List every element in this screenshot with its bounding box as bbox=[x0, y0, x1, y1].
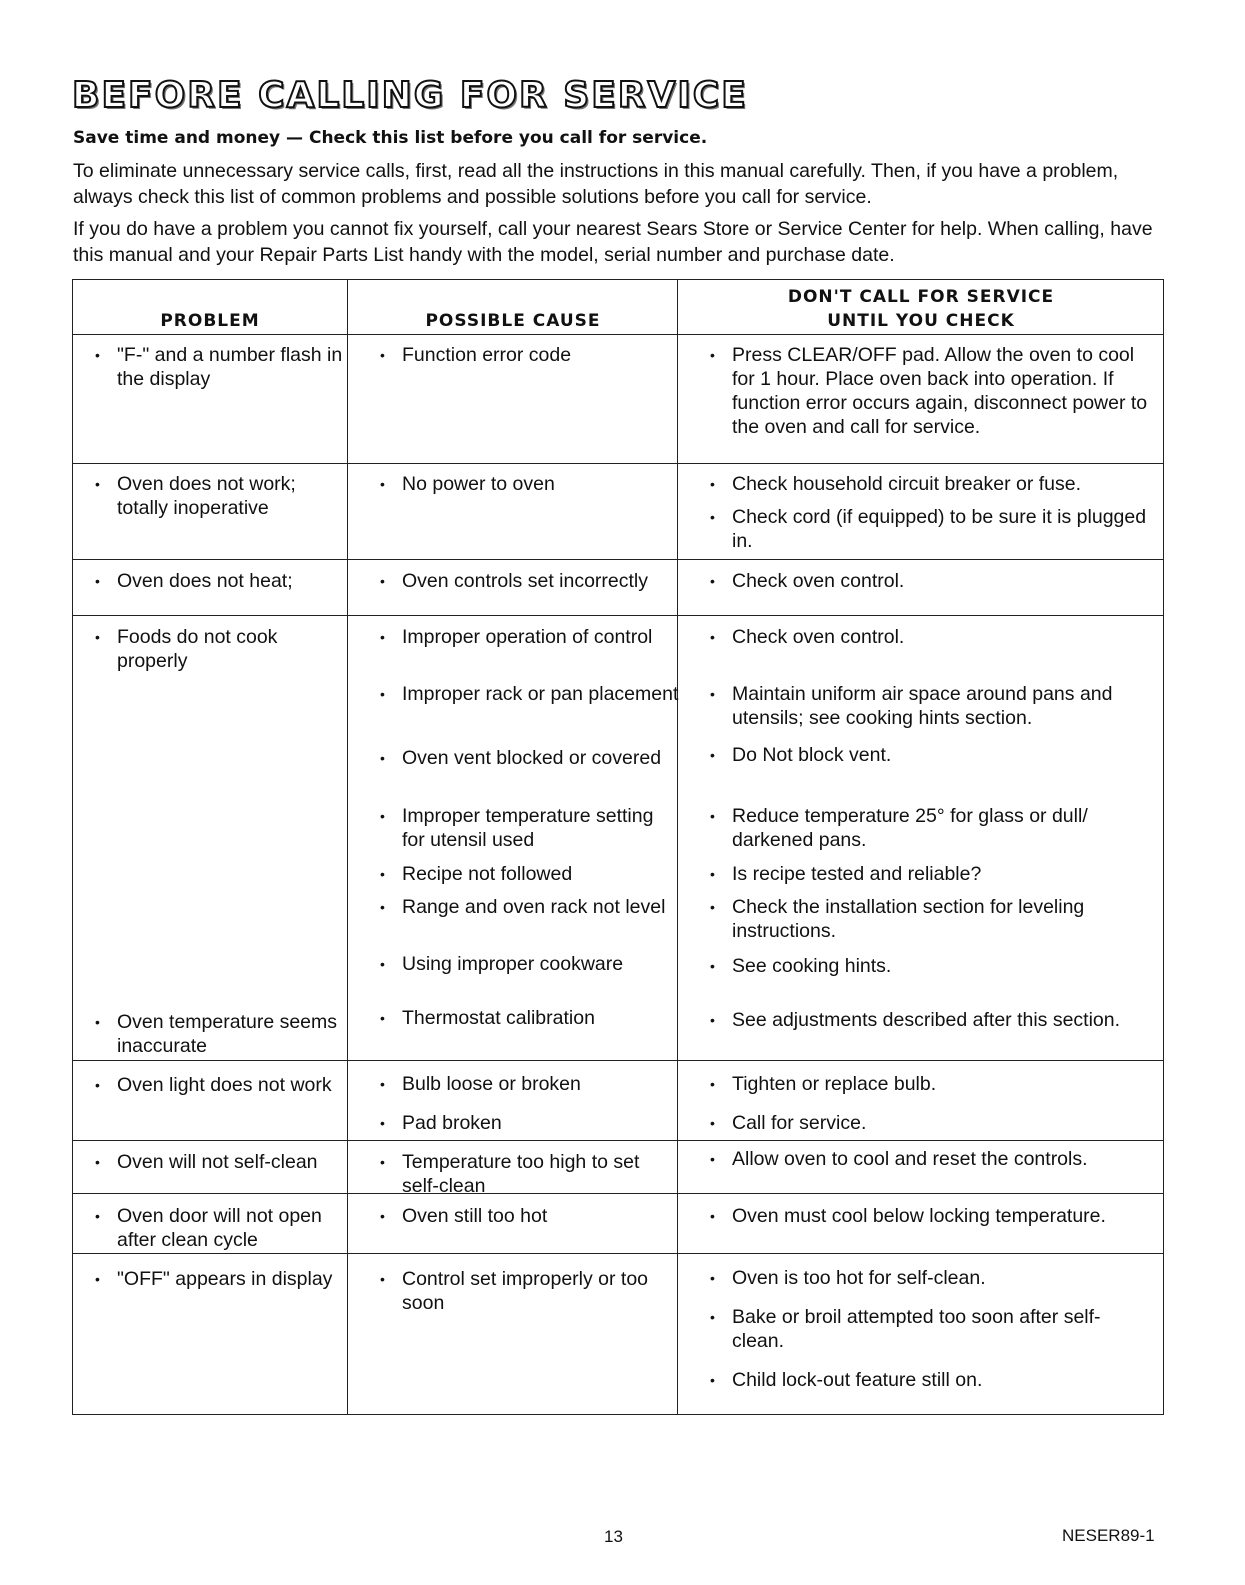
check-item: • Tighten or replace bulb. bbox=[710, 1072, 1150, 1096]
cause-item: • Improper operation of control bbox=[380, 625, 680, 649]
row-divider bbox=[73, 1060, 1163, 1061]
cause-item: • No power to oven bbox=[380, 472, 680, 496]
check-item: • Check household circuit breaker or fuse. bbox=[710, 472, 1150, 496]
check-item: • Child lock-out feature still on. bbox=[710, 1368, 1150, 1392]
cause-item: • Oven controls set incorrectly bbox=[380, 569, 680, 593]
problem-item: • Oven does not heat; bbox=[95, 569, 345, 593]
check-item: • Maintain uniform air space around pans and utensils; see cooking hints section. bbox=[710, 682, 1150, 730]
cause-item: • Function error code bbox=[380, 343, 680, 367]
column-header-problem: PROBLEM bbox=[160, 311, 260, 331]
problem-item: • Foods do not cook properly bbox=[95, 625, 345, 673]
row-divider bbox=[73, 334, 1163, 335]
check-item: • Check cord (if equipped) to be sure it is plugged in. bbox=[710, 505, 1150, 553]
cause-item: • Temperature too high to set self-clean bbox=[380, 1150, 680, 1198]
row-divider bbox=[73, 1253, 1163, 1254]
cause-item: • Oven still too hot bbox=[380, 1204, 680, 1228]
problem-item: • Oven light does not work bbox=[95, 1073, 345, 1097]
problem-item: • Oven door will not open after clean cycle bbox=[95, 1204, 345, 1252]
check-item: • Reduce temperature 25° for glass or dull/ darkened pans. bbox=[710, 804, 1150, 852]
cause-item: • Improper rack or pan placement bbox=[380, 682, 680, 706]
subtitle: Save time and money — Check this list before you call for service. bbox=[73, 128, 708, 148]
cause-item: • Range and oven rack not level bbox=[380, 895, 680, 919]
check-item: • See adjustments described after this section. bbox=[710, 1008, 1150, 1032]
cause-item: • Control set improperly or too soon bbox=[380, 1267, 680, 1315]
column-header-check: DON'T CALL FOR SERVICE bbox=[787, 287, 1055, 307]
problem-item: • Oven temperature seems inaccurate bbox=[95, 1010, 345, 1058]
cause-item: • Pad broken bbox=[380, 1111, 680, 1135]
check-item: • See cooking hints. bbox=[710, 954, 1150, 978]
check-item: • Press CLEAR/OFF pad. Allow the oven to cool for 1 hour. Place oven back into operation. If function error occurs again, disconnect power to the oven and call for service. bbox=[710, 343, 1150, 439]
problem-item: • Oven does not work; totally inoperative bbox=[95, 472, 345, 520]
row-divider bbox=[73, 463, 1163, 464]
document-code: NESER89-1 bbox=[1062, 1526, 1155, 1545]
intro-paragraph: To eliminate unnecessary service calls, first, read all the instructions in this manual carefully. Then, if you have a problem, always check this list of common problems and possible solutions before you call for service. bbox=[73, 160, 1119, 208]
check-item: • Oven is too hot for self-clean. bbox=[710, 1266, 1150, 1290]
check-item: • Check oven control. bbox=[710, 625, 1150, 649]
column-header-cause: POSSIBLE CAUSE bbox=[425, 311, 601, 331]
problem-item: • "F-" and a number flash in the display bbox=[95, 343, 345, 391]
cause-item: • Oven vent blocked or covered bbox=[380, 746, 680, 770]
cause-item: • Using improper cookware bbox=[380, 952, 680, 976]
check-item: • Bake or broil attempted too soon after self-clean. bbox=[710, 1305, 1150, 1353]
check-item: • Check oven control. bbox=[710, 569, 1150, 593]
check-item: • Check the installation section for leveling instructions. bbox=[710, 895, 1150, 943]
column-header-check: UNTIL YOU CHECK bbox=[827, 311, 1015, 331]
cause-item: • Bulb loose or broken bbox=[380, 1072, 680, 1096]
page-number: 13 bbox=[604, 1527, 623, 1546]
check-item: • Is recipe tested and reliable? bbox=[710, 862, 1150, 886]
intro-paragraph: If you do have a problem you cannot fix yourself, call your nearest Sears Store or Service Center for help. When calling, have this manual and your Repair Parts List handy with the model, serial number and purchase date. bbox=[73, 218, 1153, 266]
page-title: BEFORE CALLING FOR SERVICE bbox=[72, 75, 748, 116]
cause-item: • Thermostat calibration bbox=[380, 1006, 680, 1030]
row-divider bbox=[73, 615, 1163, 616]
check-item: • Do Not block vent. bbox=[710, 743, 1150, 767]
cause-item: • Improper temperature setting for utensil used bbox=[380, 804, 680, 852]
row-divider bbox=[73, 1140, 1163, 1141]
column-divider bbox=[347, 280, 348, 1414]
cause-item: • Recipe not followed bbox=[380, 862, 680, 886]
problem-item: • Oven will not self-clean bbox=[95, 1150, 345, 1174]
row-divider bbox=[73, 559, 1163, 560]
check-item: • Allow oven to cool and reset the controls. bbox=[710, 1147, 1150, 1171]
check-item: • Oven must cool below locking temperature. bbox=[710, 1204, 1150, 1228]
check-item: • Call for service. bbox=[710, 1111, 1150, 1135]
problem-item: • "OFF" appears in display bbox=[95, 1267, 345, 1291]
